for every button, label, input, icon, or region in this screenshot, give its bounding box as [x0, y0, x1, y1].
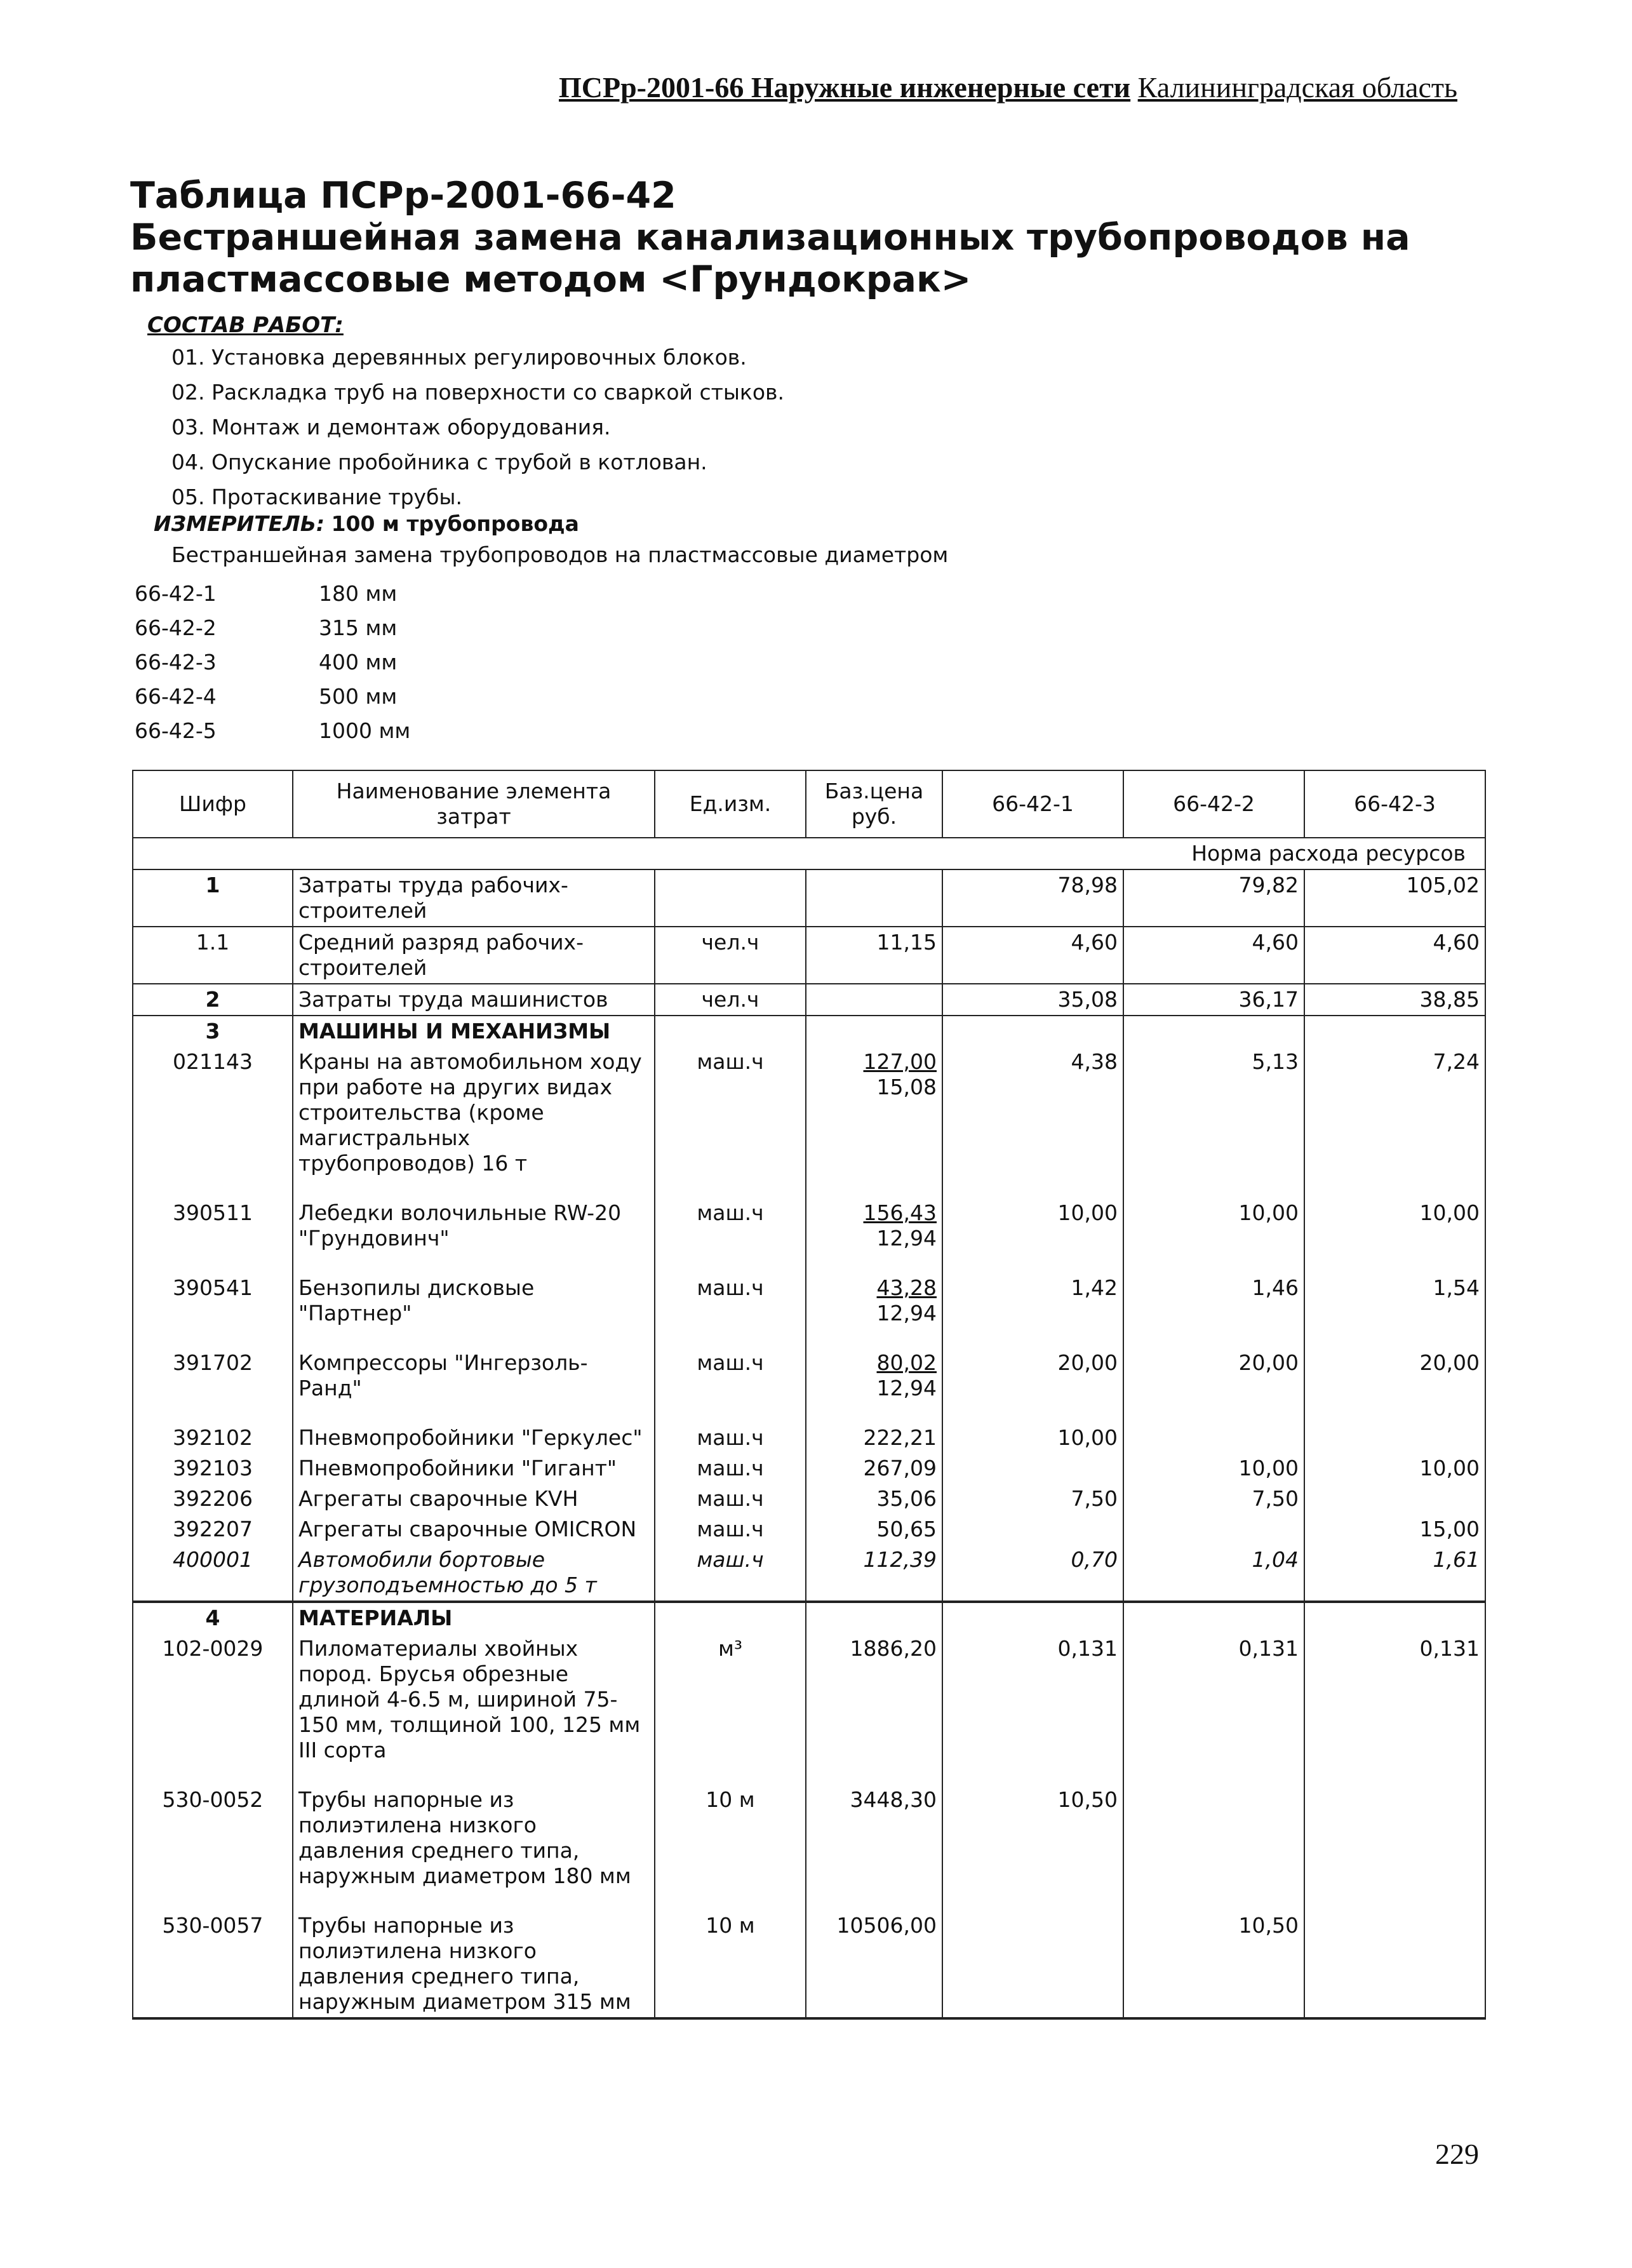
table-row [133, 1634, 1485, 1766]
variant-code: 66-42-4 [135, 684, 217, 709]
row-code: 1 [133, 869, 293, 927]
row-name: Пиломатериалы хвойных пород. Брусья обрезные длиной 4-6.5 м, шириной 75-150 мм, толщиной 100, 125 мм III сорта [293, 1634, 655, 1766]
table-row [133, 1423, 1485, 1453]
work-item: 05. Протаскивание трубы. [171, 485, 462, 509]
base-price: 222,21 [863, 1425, 937, 1450]
row-value-variant-3: 1,54 [1304, 1273, 1485, 1329]
row-value-variant-3: 15,00 [1304, 1514, 1485, 1545]
row-unit: маш.ч [655, 1484, 806, 1514]
work-item: 01. Установка деревянных регулировочных блоков. [171, 345, 747, 370]
row-unit: маш.ч [655, 1198, 806, 1254]
norm-label: Норма расхода ресурсов [133, 838, 1485, 869]
row-value-variant-1 [942, 1453, 1123, 1484]
row-value-variant-2 [1123, 1514, 1304, 1545]
variants-list [135, 577, 410, 748]
row-name: Затраты труда рабочих-строителей [293, 869, 655, 927]
header-name: Наименование элемента затрат [293, 770, 655, 838]
operator-wage-price: 12,94 [876, 1301, 937, 1325]
row-value-variant-1: 1,42 [942, 1273, 1123, 1329]
row-unit: маш.ч [655, 1545, 806, 1602]
row-value-variant-3 [1304, 1785, 1485, 1891]
table-row [133, 869, 1485, 927]
row-value-variant-1 [942, 1514, 1123, 1545]
table-row [133, 1016, 1485, 1047]
spacer-cell [806, 1404, 942, 1423]
spacer-cell [942, 1329, 1123, 1348]
row-code: 2 [133, 984, 293, 1016]
row-spacer [133, 1404, 1485, 1423]
row-code: 102-0029 [133, 1634, 293, 1766]
row-value-variant-3 [1304, 1016, 1485, 1047]
spacer-cell [655, 1891, 806, 1910]
row-unit: маш.ч [655, 1348, 806, 1404]
row-value-variant-1: 10,00 [942, 1198, 1123, 1254]
spacer-cell [655, 1254, 806, 1273]
composition-label: СОСТАВ РАБОТ: [147, 312, 344, 338]
row-name: Бензопилы дисковые "Партнер" [293, 1273, 655, 1329]
row-value-variant-1: 35,08 [942, 984, 1123, 1016]
row-name: Компрессоры "Ингерзоль-Ранд" [293, 1348, 655, 1404]
table-row [133, 1514, 1485, 1545]
row-name: Автомобили бортовые грузоподъемностью до 5 т [293, 1545, 655, 1602]
spacer-cell [1304, 1766, 1485, 1785]
row-code: 392103 [133, 1453, 293, 1484]
base-price: 43,28 [876, 1275, 937, 1300]
row-value-variant-1: 78,98 [942, 869, 1123, 927]
row-price [806, 1273, 942, 1329]
variant-row [135, 645, 410, 680]
operator-wage-price: 12,94 [876, 1226, 937, 1251]
spacer-cell [1304, 1404, 1485, 1423]
work-item: 02. Раскладка труб на поверхности со сваркой стыков. [171, 380, 784, 405]
spacer-cell [806, 1891, 942, 1910]
row-value-variant-3 [1304, 1910, 1485, 2018]
row-value-variant-1: 10,50 [942, 1785, 1123, 1891]
row-value-variant-2: 10,50 [1123, 1910, 1304, 2018]
row-spacer [133, 1329, 1485, 1348]
base-price: 80,02 [876, 1350, 937, 1375]
row-name: Трубы напорные из полиэтилена низкого давления среднего типа, наружным диаметром 315 мм [293, 1910, 655, 2018]
row-code: 400001 [133, 1545, 293, 1602]
base-price: 1886,20 [850, 1636, 937, 1661]
row-value-variant-3 [1304, 1602, 1485, 1634]
table-title-block [130, 175, 1527, 300]
row-value-variant-1: 7,50 [942, 1484, 1123, 1514]
row-price [806, 1484, 942, 1514]
spacer-cell [293, 1254, 655, 1273]
row-price [806, 1910, 942, 2018]
header-variant-2: 66-42-2 [1123, 770, 1304, 838]
base-price: 267,09 [863, 1456, 937, 1480]
row-price [806, 1423, 942, 1453]
base-price: 10506,00 [836, 1913, 937, 1938]
row-unit [655, 1602, 806, 1634]
spacer-cell [942, 1404, 1123, 1423]
row-name: Трубы напорные из полиэтилена низкого давления среднего типа, наружным диаметром 180 мм [293, 1785, 655, 1891]
variant-diameter: 180 мм [319, 581, 398, 606]
row-value-variant-3: 1,61 [1304, 1545, 1485, 1602]
header-title: ПСРр-2001-66 Наружные инженерные сети [559, 71, 1131, 104]
row-name: Агрегаты сварочные OMICRON [293, 1514, 655, 1545]
page-number: 229 [1435, 2138, 1479, 2170]
row-value-variant-2 [1123, 1016, 1304, 1047]
row-code: 392102 [133, 1423, 293, 1453]
spacer-cell [655, 1766, 806, 1785]
row-price [806, 1545, 942, 1602]
row-value-variant-2: 4,60 [1123, 927, 1304, 984]
table-title-line-1: Бестраншейная замена канализационных трубопроводов на [130, 217, 1410, 258]
row-unit: маш.ч [655, 1514, 806, 1545]
spacer-cell [133, 1329, 293, 1348]
header-code: Шифр [133, 770, 293, 838]
table-body [133, 838, 1485, 2018]
row-unit: чел.ч [655, 984, 806, 1016]
row-value-variant-2: 0,131 [1123, 1634, 1304, 1766]
row-value-variant-3 [1304, 1484, 1485, 1514]
table-row [133, 1910, 1485, 2018]
base-price: 35,06 [876, 1486, 937, 1511]
row-price [806, 1514, 942, 1545]
row-code: 4 [133, 1602, 293, 1634]
row-value-variant-3: 0,131 [1304, 1634, 1485, 1766]
row-value-variant-2 [1123, 1602, 1304, 1634]
row-value-variant-3 [1304, 1423, 1485, 1453]
variant-code: 66-42-2 [135, 615, 217, 640]
header-variant-1: 66-42-1 [942, 770, 1123, 838]
work-item: 04. Опускание пробойника с трубой в котлован. [171, 450, 707, 474]
base-price: 156,43 [863, 1200, 937, 1225]
spacer-cell [1304, 1179, 1485, 1198]
row-value-variant-2 [1123, 1423, 1304, 1453]
diameter-description: Бестраншейная замена трубопроводов на пластмассовые диаметром [171, 542, 949, 567]
row-value-variant-2: 36,17 [1123, 984, 1304, 1016]
spacer-cell [1123, 1766, 1304, 1785]
row-value-variant-1: 20,00 [942, 1348, 1123, 1404]
row-value-variant-1: 4,60 [942, 927, 1123, 984]
row-code: 3 [133, 1016, 293, 1047]
row-value-variant-3: 10,00 [1304, 1453, 1485, 1484]
meter-line [154, 510, 579, 538]
spacer-cell [806, 1254, 942, 1273]
row-unit [655, 1016, 806, 1047]
variant-row [135, 577, 410, 611]
table-row [133, 1785, 1485, 1891]
base-price: 112,39 [863, 1547, 937, 1572]
variant-code: 66-42-1 [135, 581, 217, 606]
row-spacer [133, 1179, 1485, 1198]
variant-diameter: 500 мм [319, 684, 398, 709]
row-price [806, 1348, 942, 1404]
spacer-cell [293, 1404, 655, 1423]
row-value-variant-2: 10,00 [1123, 1453, 1304, 1484]
base-price: 11,15 [876, 930, 937, 955]
row-value-variant-3: 105,02 [1304, 869, 1485, 927]
resource-table [132, 770, 1486, 2020]
row-unit: 10 м [655, 1785, 806, 1891]
spacer-cell [1304, 1254, 1485, 1273]
row-value-variant-2: 1,04 [1123, 1545, 1304, 1602]
spacer-cell [806, 1179, 942, 1198]
row-value-variant-3: 4,60 [1304, 927, 1485, 984]
header-region: Калининградская область [1137, 71, 1457, 104]
row-value-variant-3: 7,24 [1304, 1047, 1485, 1179]
row-value-variant-2: 10,00 [1123, 1198, 1304, 1254]
spacer-cell [1304, 1891, 1485, 1910]
row-value-variant-3: 20,00 [1304, 1348, 1485, 1404]
spacer-cell [293, 1891, 655, 1910]
spacer-cell [942, 1254, 1123, 1273]
spacer-cell [806, 1766, 942, 1785]
spacer-cell [133, 1254, 293, 1273]
spacer-cell [1123, 1179, 1304, 1198]
row-name: Краны на автомобильном ходу при работе на других видах строительства (кроме магистральных трубопроводов) 16 т [293, 1047, 655, 1179]
row-name: Пневмопробойники "Геркулес" [293, 1423, 655, 1453]
spacer-cell [293, 1179, 655, 1198]
spacer-cell [1123, 1329, 1304, 1348]
row-code: 391702 [133, 1348, 293, 1404]
running-header [559, 69, 1486, 107]
table-row [133, 1545, 1485, 1602]
table-row [133, 1348, 1485, 1404]
row-spacer [133, 1254, 1485, 1273]
row-price [806, 984, 942, 1016]
row-value-variant-1 [942, 1910, 1123, 2018]
header-price: Баз.цена руб. [806, 770, 942, 838]
spacer-cell [293, 1329, 655, 1348]
table-row [133, 1453, 1485, 1484]
variant-diameter: 400 мм [319, 650, 398, 674]
row-value-variant-2: 7,50 [1123, 1484, 1304, 1514]
row-value-variant-2 [1123, 1785, 1304, 1891]
row-value-variant-2: 79,82 [1123, 869, 1304, 927]
row-value-variant-1: 0,131 [942, 1634, 1123, 1766]
spacer-cell [655, 1404, 806, 1423]
row-code: 392206 [133, 1484, 293, 1514]
table-row [133, 1273, 1485, 1329]
row-name: МАТЕРИАЛЫ [293, 1602, 655, 1634]
table-row [133, 1198, 1485, 1254]
table-row [133, 984, 1485, 1016]
spacer-cell [655, 1329, 806, 1348]
row-price [806, 927, 942, 984]
row-code: 530-0057 [133, 1910, 293, 2018]
row-unit: чел.ч [655, 927, 806, 984]
operator-wage-price: 15,08 [876, 1075, 937, 1099]
spacer-cell [133, 1179, 293, 1198]
row-spacer [133, 1891, 1485, 1910]
row-value-variant-1: 4,38 [942, 1047, 1123, 1179]
row-unit: маш.ч [655, 1047, 806, 1179]
row-value-variant-2: 5,13 [1123, 1047, 1304, 1179]
row-price [806, 1016, 942, 1047]
spacer-cell [1123, 1404, 1304, 1423]
variant-diameter: 315 мм [319, 615, 398, 640]
resource-table-container [132, 770, 1485, 2078]
row-unit: маш.ч [655, 1453, 806, 1484]
row-price [806, 1785, 942, 1891]
row-code: 530-0052 [133, 1785, 293, 1891]
base-price: 127,00 [863, 1049, 937, 1074]
row-value-variant-1: 10,00 [942, 1423, 1123, 1453]
table-row [133, 927, 1485, 984]
spacer-cell [133, 1891, 293, 1910]
spacer-cell [1123, 1891, 1304, 1910]
row-price [806, 1047, 942, 1179]
row-value-variant-3: 10,00 [1304, 1198, 1485, 1254]
row-value-variant-1 [942, 1016, 1123, 1047]
spacer-cell [133, 1404, 293, 1423]
variant-row [135, 680, 410, 714]
header-variant-3: 66-42-3 [1304, 770, 1485, 838]
row-code: 1.1 [133, 927, 293, 984]
row-unit: 10 м [655, 1910, 806, 2018]
meter-value: 100 м трубопровода [331, 511, 579, 536]
variant-code: 66-42-5 [135, 718, 217, 743]
row-name: Агрегаты сварочные KVH [293, 1484, 655, 1514]
row-unit: м³ [655, 1634, 806, 1766]
table-row [133, 1602, 1485, 1634]
row-name: Лебедки волочильные RW-20 "Грундовинч" [293, 1198, 655, 1254]
variant-row [135, 611, 410, 645]
row-price [806, 1453, 942, 1484]
row-name: Затраты труда машинистов [293, 984, 655, 1016]
table-title-line-2: пластмассовые методом <Грундокрак> [130, 258, 972, 300]
row-code: 390511 [133, 1198, 293, 1254]
row-value-variant-1: 0,70 [942, 1545, 1123, 1602]
row-price [806, 1602, 942, 1634]
row-value-variant-2: 20,00 [1123, 1348, 1304, 1404]
row-code: 392207 [133, 1514, 293, 1545]
work-item: 03. Монтаж и демонтаж оборудования. [171, 415, 611, 440]
spacer-cell [942, 1179, 1123, 1198]
table-row [133, 1484, 1485, 1514]
operator-wage-price: 12,94 [876, 1376, 937, 1400]
row-code: 390541 [133, 1273, 293, 1329]
row-spacer [133, 1766, 1485, 1785]
spacer-cell [133, 1766, 293, 1785]
row-price [806, 1634, 942, 1766]
work-items-list [171, 340, 784, 514]
spacer-cell [655, 1179, 806, 1198]
row-price [806, 1198, 942, 1254]
row-name: МАШИНЫ И МЕХАНИЗМЫ [293, 1016, 655, 1047]
meter-label: ИЗМЕРИТЕЛЬ: [154, 511, 325, 536]
row-value-variant-1 [942, 1602, 1123, 1634]
row-price [806, 869, 942, 927]
variant-code: 66-42-3 [135, 650, 217, 674]
variant-diameter: 1000 мм [319, 718, 411, 743]
spacer-cell [806, 1329, 942, 1348]
table-header-row [133, 770, 1485, 838]
table-number: Таблица ПСРр-2001-66-42 [130, 175, 676, 217]
row-value-variant-2: 1,46 [1123, 1273, 1304, 1329]
row-name: Пневмопробойники "Гигант" [293, 1453, 655, 1484]
row-name: Средний разряд рабочих-строителей [293, 927, 655, 984]
row-unit: маш.ч [655, 1273, 806, 1329]
row-value-variant-3: 38,85 [1304, 984, 1485, 1016]
table-row [133, 1047, 1485, 1179]
row-unit [655, 869, 806, 927]
spacer-cell [942, 1891, 1123, 1910]
row-code: 021143 [133, 1047, 293, 1179]
row-unit: маш.ч [655, 1423, 806, 1453]
spacer-cell [1123, 1254, 1304, 1273]
variant-row [135, 714, 410, 748]
spacer-cell [942, 1766, 1123, 1785]
spacer-cell [1304, 1329, 1485, 1348]
base-price: 50,65 [876, 1517, 937, 1541]
base-price: 3448,30 [850, 1787, 937, 1812]
header-unit: Ед.изм. [655, 770, 806, 838]
norm-row [133, 838, 1485, 869]
spacer-cell [293, 1766, 655, 1785]
